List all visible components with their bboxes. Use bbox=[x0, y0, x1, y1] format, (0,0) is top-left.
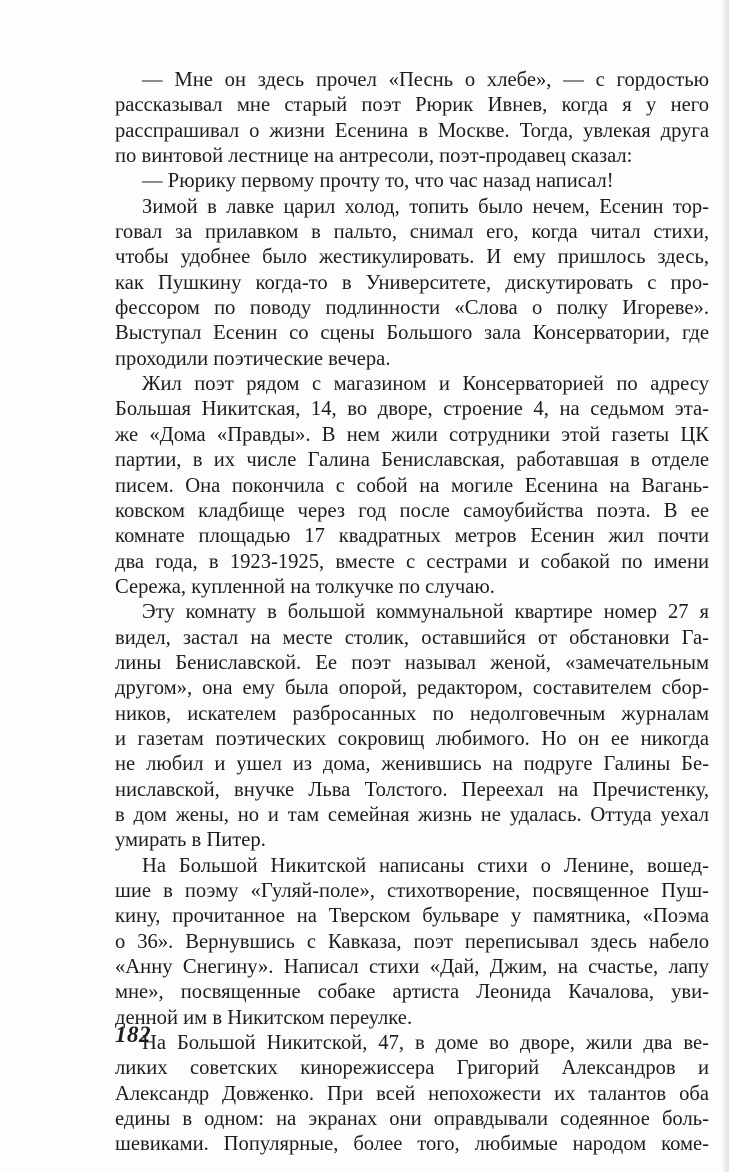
text-line: не любил и ушел из дома, женившись на подруге Галины Бе- bbox=[115, 753, 709, 776]
text-line: шевиками. Популярные, более того, любимые народом коме- bbox=[115, 1133, 709, 1156]
text-line: Зимой в лавке царил холод, топить было нечем, Есенин тор- bbox=[142, 195, 709, 218]
text-line: комнате площадью 17 квадратных метров Есенин жил почти bbox=[115, 525, 709, 548]
text-line: о 36». Вернувшись с Кавказа, поэт переписывал здесь набело bbox=[115, 930, 709, 953]
text-line: и газетам поэтических сокровищ любимого. Но он ее никогда bbox=[115, 727, 709, 750]
text-line: два года, в 1923-1925, вместе с сестрами и собакой по имени bbox=[115, 550, 709, 573]
text-line: в дом жены, но и там семейная жизнь не удалась. Оттуда уехал bbox=[115, 803, 709, 826]
text-line: Жил поэт рядом с магазином и Консерваторией по адресу bbox=[142, 373, 709, 396]
text-line: проходили поэтические вечера. bbox=[115, 347, 391, 370]
text-line: едины в одном: на экранах они оправдывали содеянное боль- bbox=[115, 1108, 709, 1131]
text-line: ковском кладбище через год после самоубийства поэта. В ее bbox=[115, 499, 709, 522]
text-line: ников, искателем разбросанных по недолговечным журналам bbox=[115, 702, 709, 725]
text-line: — Мне он здесь прочел «Песнь о хлебе», — с гордостью bbox=[142, 69, 709, 91]
page-number: 182 bbox=[115, 1022, 151, 1047]
text-line: писем. Она покончила с собой на могиле Есенина на Вагань- bbox=[115, 474, 709, 497]
text-line: — Рюрику первому прочту то, что час назад написал! bbox=[142, 170, 614, 193]
text-line: шие в поэму «Гуляй-поле», стихотворение, посвященное Пуш- bbox=[115, 880, 709, 902]
text-line: Выступал Есенин со сцены Большого зала Консерватории, где bbox=[115, 322, 709, 345]
page-body-text bbox=[115, 68, 709, 1158]
text-line: На Большой Никитской, 47, в доме во дворе, жили два ве- bbox=[142, 1032, 709, 1055]
text-line: по винтовой лестнице на антресоли, поэт-продавец сказал: bbox=[115, 145, 633, 168]
text-line: денной им в Никитском переулке. bbox=[115, 1006, 413, 1029]
text-line: партии, в их числе Галина Бениславская, работавшая в отделе bbox=[115, 449, 709, 472]
text-line: мне», посвященные собаке артиста Леонида Качалова, уви- bbox=[115, 981, 709, 1004]
text-line: На Большой Никитской написаны стихи о Ленине, вошед- bbox=[142, 854, 709, 877]
text-line: Александр Довженко. При всей непохожести их талантов оба bbox=[115, 1082, 709, 1105]
text-line: умирать в Питер. bbox=[115, 829, 266, 852]
text-line: другом», она ему была опорой, редактором, составителем сбор- bbox=[115, 677, 709, 700]
text-line: же «Дома «Правды». В нем жили сотрудники этой газеты ЦК bbox=[115, 423, 709, 446]
text-line: расспрашивал о жизни Есенина в Москве. Тогда, увлекая друга bbox=[115, 119, 709, 142]
text-line: лины Бениславской. Ее поэт называл женой, «замечательным bbox=[115, 651, 709, 674]
text-line: ниславской, внучке Льва Толстого. Переехал на Пречистенку, bbox=[115, 778, 709, 801]
text-line: рассказывал мне старый поэт Рюрик Ивнев, когда я у него bbox=[115, 94, 709, 117]
text-line: ликих советских кинорежиссера Григорий Александров и bbox=[115, 1057, 709, 1080]
page-edge-shadow bbox=[723, 0, 729, 1172]
text-line: Сережа, купленной на толкучке по случаю. bbox=[115, 575, 495, 598]
text-line: кину, прочитанное на Тверском бульваре у памятника, «Поэма bbox=[115, 905, 709, 928]
text-line: «Анну Снегину». Написал стихи «Дай, Джим, на счастье, лапу bbox=[115, 956, 709, 979]
text-line: говал за прилавком в пальто, снимал его, когда читал стихи, bbox=[115, 221, 709, 244]
text-line: фессором по поводу подлинности «Слова о полку Игореве». bbox=[115, 297, 709, 320]
text-line: Эту комнату в большой коммунальной квартире номер 27 я bbox=[142, 601, 709, 624]
text-line: как Пушкину когда-то в Университете, дискутировать с про- bbox=[115, 271, 709, 294]
text-line: чтобы удобнее было жестикулировать. И ему пришлось здесь, bbox=[115, 246, 709, 269]
text-line: Большая Никитская, 14, во дворе, строение 4, на седьмом эта- bbox=[115, 398, 709, 421]
text-line: видел, застал на месте столик, оставшийся от обстановки Га- bbox=[115, 626, 709, 649]
